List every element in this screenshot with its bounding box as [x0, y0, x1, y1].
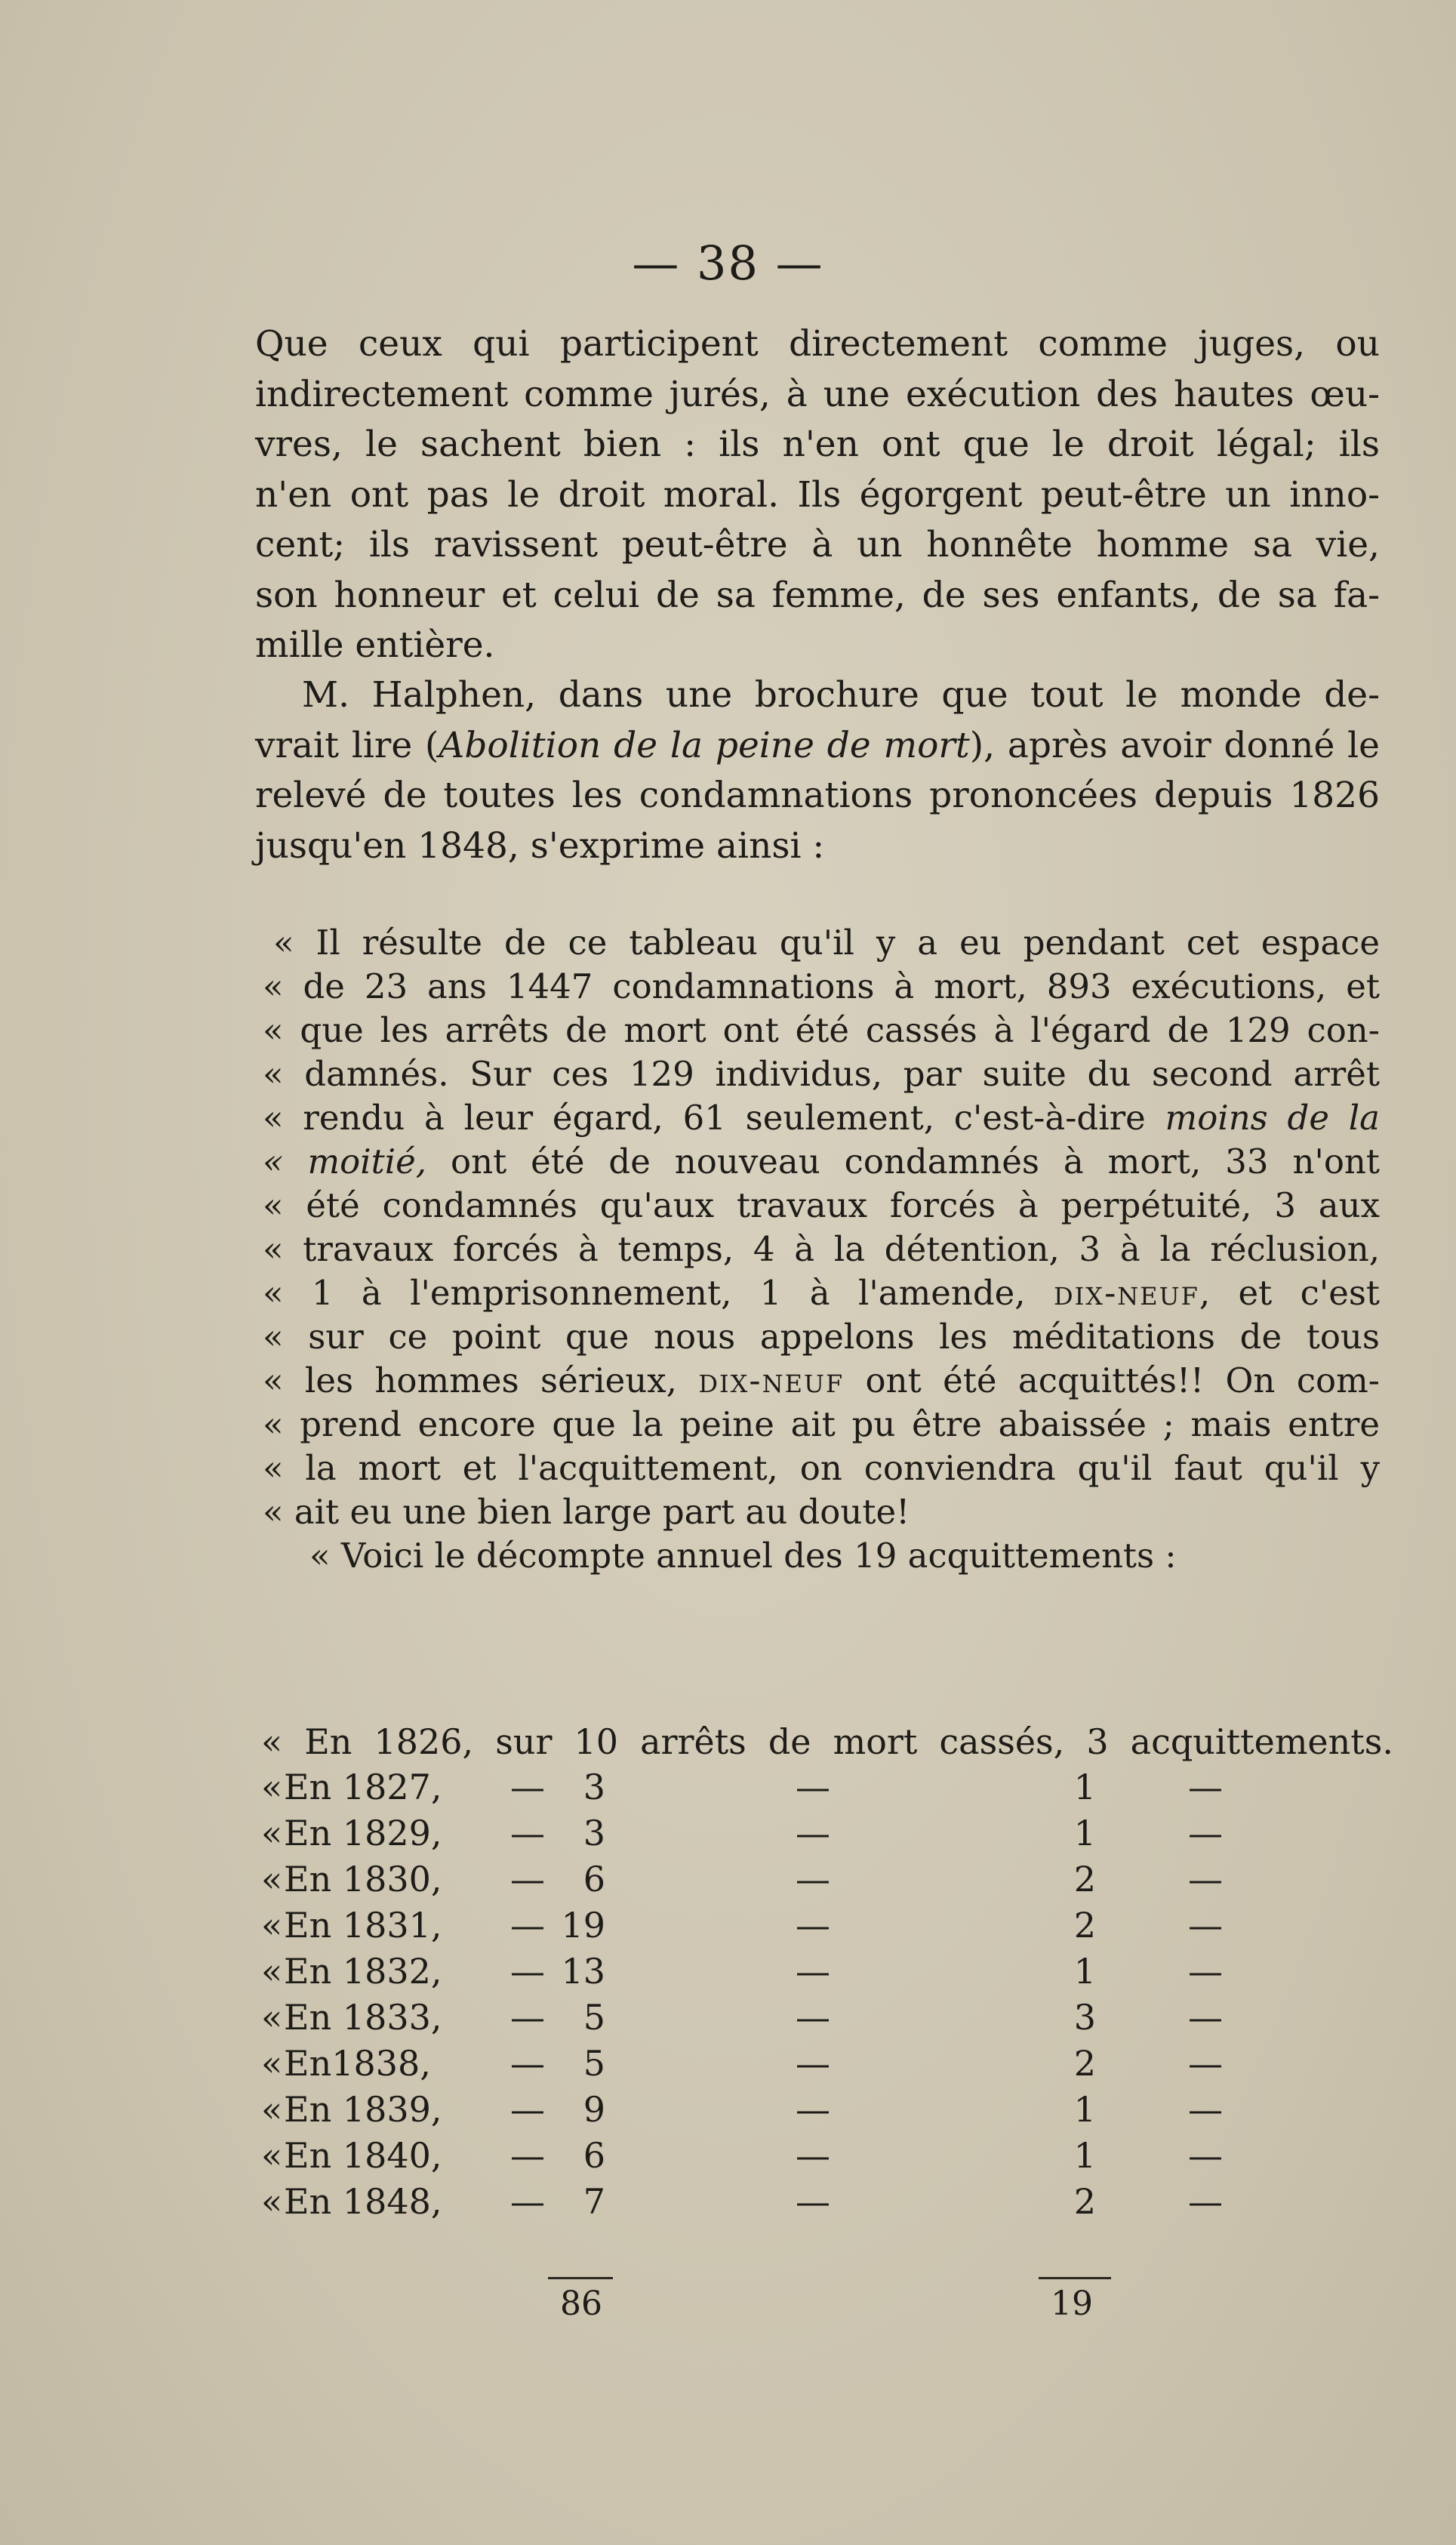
ditto-mark: — [510, 2089, 545, 2130]
acquittements-cell: 1 [1073, 2135, 1096, 2176]
text-line: Que ceux qui participent directement comme juges, ou [255, 323, 1380, 365]
year-cell: En 1831, [284, 1905, 442, 1946]
text-span: , et c'est [1199, 1273, 1380, 1313]
ditto-mark: — [510, 1813, 545, 1853]
ditto-mark: — [1188, 1905, 1223, 1946]
quote-line: « ait eu une bien large part au doute! [263, 1492, 910, 1532]
text-span: « les hommes sérieux, [263, 1360, 699, 1400]
quote-line: « prend encore que la peine ait pu être abaissée ; mais entre [263, 1404, 1380, 1444]
table-header: « En 1826, sur 10 arrêts de mort cassés, 3 acquittements. [261, 1721, 1393, 1762]
paragraph-1 [255, 319, 1380, 671]
text-span: « rendu à leur égard, 61 seulement, c'est-à-dire [263, 1098, 1165, 1138]
ditto-mark: — [510, 2181, 545, 2222]
quote-line [263, 1359, 1380, 1403]
quote-line [263, 1271, 1380, 1315]
ditto-mark: — [1188, 1767, 1223, 1807]
paragraph-2 [255, 670, 1380, 871]
quote-line: « Voici le décompte annuel des 19 acquittements : [309, 1536, 1177, 1576]
quote-mark: « [261, 1997, 283, 2038]
cassations-cell: 5 [583, 1997, 605, 2038]
quote-mark: « [261, 1767, 283, 1807]
quote-line: « été condamnés qu'aux travaux forcés à perpétuité, 3 aux [263, 1185, 1380, 1225]
cassations-cell: 19 [561, 1905, 605, 1946]
ditto-mark: — [510, 2135, 545, 2176]
table-row [261, 1813, 1393, 1859]
ditto-mark: — [796, 2181, 830, 2222]
ditto-mark: — [1188, 1951, 1223, 1992]
quote-line: « sur ce point que nous appelons les méditations de tous [263, 1317, 1380, 1357]
ditto-mark: — [510, 2043, 545, 2084]
table-row [261, 1905, 1393, 1952]
ditto-mark: — [796, 1859, 830, 1900]
year-cell: En 1829, [284, 1813, 442, 1853]
text-line: jusqu'en 1848, s'exprime ainsi : [255, 824, 825, 867]
table-row [261, 1997, 1393, 2044]
quote-line [263, 1096, 1380, 1140]
ditto-mark: — [510, 1767, 545, 1807]
cassations-cell: 13 [561, 1951, 605, 1992]
ditto-mark: — [510, 1905, 545, 1946]
text-line: relevé de toutes les condamnations prononcées depuis 1826 [255, 775, 1380, 816]
italic-text: « moitié, [263, 1142, 427, 1182]
year-cell: En 1827, [284, 1767, 442, 1807]
ditto-mark: — [510, 1859, 545, 1900]
table-row [261, 2089, 1393, 2136]
table-header-row [261, 1721, 1393, 1768]
ditto-mark: — [796, 1767, 830, 1807]
text-span: ont été de nouveau condamnés à mort, 33 n'ont [426, 1142, 1380, 1182]
year-cell: En 1832, [284, 1951, 442, 1992]
ditto-mark: — [796, 1997, 830, 2038]
text-line [255, 721, 1380, 772]
quote-line: « la mort et l'acquittement, on conviendra qu'il faut qu'il y [263, 1448, 1380, 1488]
cassations-cell: 5 [583, 2043, 605, 2084]
quote-mark: « [261, 2135, 283, 2176]
acquittements-cell: 2 [1073, 2181, 1096, 2222]
ditto-mark: — [1188, 1813, 1223, 1853]
quote-line: « Il résulte de ce tableau qu'il y a eu pendant cet espace [273, 923, 1380, 963]
text-line: indirectement comme jurés, à une exécution des hautes œu- [255, 373, 1380, 415]
small-caps-text: dix-neuf [1054, 1273, 1199, 1313]
acquittements-cell: 2 [1073, 1905, 1096, 1946]
year-cell: En 1848, [284, 2181, 442, 2222]
text-span: ont été acquittés!! On com- [844, 1360, 1380, 1400]
ditto-mark: — [1188, 1859, 1223, 1900]
cassations-cell: 3 [583, 1813, 605, 1853]
sum-rule-acquittements [1039, 2277, 1111, 2279]
quote-line: « que les arrêts de mort ont été cassés à l'égard de 129 con- [263, 1010, 1380, 1050]
ditto-mark: — [796, 1951, 830, 1992]
cassations-cell: 6 [583, 2135, 605, 2176]
acquittements-cell: 1 [1073, 1813, 1096, 1853]
ditto-mark: — [510, 1997, 545, 2038]
quotation [263, 921, 1380, 1578]
text-line: son honneur et celui de sa femme, de ses enfants, de sa fa- [255, 574, 1380, 616]
ditto-mark: — [1188, 2181, 1223, 2222]
cassations-cell: 9 [583, 2089, 605, 2130]
quote-line [263, 1140, 1380, 1184]
quote-mark: « [261, 1951, 283, 1992]
total-acquittements: 19 [1051, 2285, 1093, 2323]
acquittements-cell: 1 [1073, 2089, 1096, 2130]
quote-mark: « [261, 2043, 283, 2084]
quote-mark: « [261, 2089, 283, 2130]
text-line: cent; ils ravissent peut-être à un honnête homme sa vie, [255, 524, 1380, 565]
year-cell: En 1833, [284, 1997, 442, 2038]
text-span: vrait lire ( [255, 724, 439, 766]
acquittements-cell: 3 [1073, 1997, 1096, 2038]
year-cell: En1838, [284, 2043, 431, 2084]
quote-mark: « [261, 2181, 283, 2222]
acquittements-cell: 2 [1073, 1859, 1096, 1900]
ditto-mark: — [796, 1905, 830, 1946]
acquittements-cell: 1 [1073, 1767, 1096, 1807]
year-cell: En 1840, [284, 2135, 442, 2176]
table-row [261, 1859, 1393, 1906]
cassations-cell: 3 [583, 1767, 605, 1807]
quote-line: « damnés. Sur ces 129 individus, par suite du second arrêt [263, 1054, 1380, 1094]
table-row [261, 2135, 1393, 2182]
text-span: ), après avoir donné le [969, 724, 1380, 766]
ditto-mark: — [1188, 1997, 1223, 2038]
sum-rule-cassations [548, 2277, 613, 2279]
quote-mark: « [261, 1905, 283, 1946]
cassations-cell: 7 [583, 2181, 605, 2222]
ditto-mark: — [796, 1813, 830, 1853]
book-title: Abolition de la peine de mort [439, 724, 970, 766]
year-cell: En 1830, [284, 1859, 442, 1900]
table-row [261, 1951, 1393, 1998]
total-cassations: 86 [560, 2285, 602, 2323]
ditto-mark: — [796, 2043, 830, 2084]
quote-line: « travaux forcés à temps, 4 à la détention, 3 à la réclusion, [263, 1229, 1380, 1269]
text-line: vres, le sachent bien : ils n'en ont que le droit légal; ils [255, 424, 1380, 465]
text-span: « 1 à l'emprisonnement, 1 à l'amende, [263, 1273, 1054, 1313]
table-row [261, 2181, 1393, 2228]
acquittements-cell: 2 [1073, 2043, 1096, 2084]
ditto-mark: — [510, 1951, 545, 1992]
ditto-mark: — [1188, 2089, 1223, 2130]
text-line: mille entière. [255, 624, 495, 666]
text-line: n'en ont pas le droit moral. Ils égorgent peut-être un inno- [255, 473, 1380, 516]
small-caps-text: dix-neuf [698, 1360, 845, 1400]
quote-line: « de 23 ans 1447 condamnations à mort, 893 exécutions, et [263, 966, 1380, 1006]
quote-mark: « [261, 1859, 283, 1900]
italic-text: moins de la [1165, 1098, 1380, 1138]
quote-mark: « [261, 1813, 283, 1853]
ditto-mark: — [796, 2135, 830, 2176]
text-line: M. Halphen, dans une brochure que tout le monde de- [302, 674, 1380, 716]
year-cell: En 1839, [284, 2089, 442, 2130]
table-row [261, 2043, 1393, 2090]
ditto-mark: — [1188, 2135, 1223, 2176]
ditto-mark: — [1188, 2043, 1223, 2084]
table-row [261, 1767, 1393, 1813]
page-number: — 38 — [632, 236, 824, 291]
ditto-mark: — [796, 2089, 830, 2130]
cassations-cell: 6 [583, 1859, 605, 1900]
acquittements-cell: 1 [1073, 1951, 1096, 1992]
